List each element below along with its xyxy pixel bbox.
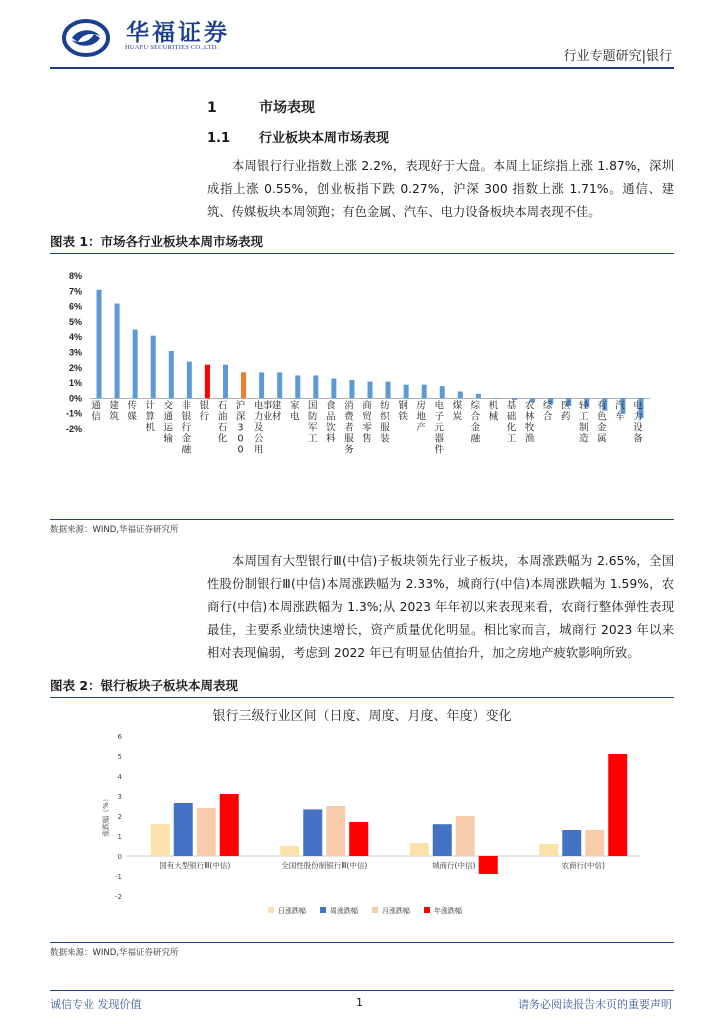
x-label-char: 机 <box>145 422 155 434</box>
x-label-char: 油 <box>217 411 228 423</box>
page-header <box>0 0 724 70</box>
bar-食品饮料 <box>331 379 336 399</box>
bar-周涨跌幅 <box>562 830 581 856</box>
bar-月涨跌幅 <box>456 816 475 856</box>
y-tick-label: 6 <box>117 733 122 741</box>
y-tick-label: -1% <box>65 408 82 419</box>
x-label-char: 机 <box>488 400 499 412</box>
x-label-char: 家 <box>289 400 300 412</box>
x-label-char: 算 <box>145 411 155 423</box>
x-label-char: 媒 <box>127 411 137 423</box>
section-1-title: 市场表现 <box>259 100 315 116</box>
x-label-char: 行 <box>199 411 210 423</box>
x-label-char: 材 <box>271 411 282 423</box>
bar-非银行金融 <box>187 362 192 399</box>
x-label-char: 0 <box>237 433 244 445</box>
x-label-char: 房 <box>416 400 426 412</box>
bar-综合金融 <box>476 394 481 399</box>
x-label-char: 3 <box>237 422 244 434</box>
bar-年涨跌幅 <box>479 856 498 874</box>
y-tick-label: -2 <box>115 893 122 901</box>
x-label-char: 者 <box>344 422 354 434</box>
x-label-char: 造 <box>579 433 589 445</box>
x-label-char: 深 <box>235 411 246 423</box>
bank-subsector-chart <box>50 700 674 938</box>
bar-银行 <box>205 365 210 399</box>
figure-1-source: 数据来源：WIND,华福证券研究所 <box>50 519 674 535</box>
x-label-char: 融 <box>470 433 481 445</box>
legend-swatch <box>268 907 274 913</box>
x-label-char: 药 <box>560 411 571 423</box>
x-label-char: 产 <box>416 422 426 434</box>
bar-交通运输 <box>169 351 174 398</box>
x-label-char: 运 <box>163 422 174 434</box>
bar-月涨跌幅 <box>585 830 604 856</box>
x-label-char: 饮 <box>326 422 336 434</box>
figure-1-title: 图表 1：市场各行业板块本周市场表现 <box>50 232 674 254</box>
x-label-char: 金 <box>470 422 481 434</box>
x-label-char: 军 <box>308 422 318 434</box>
y-tick-label: 3% <box>68 347 82 358</box>
x-label-char: 织 <box>380 411 390 423</box>
bar-煤炭 <box>458 392 463 399</box>
x-label-char: 用 <box>253 444 264 456</box>
figure-2-chart <box>50 700 674 938</box>
x-label-char: 银 <box>181 411 192 423</box>
footer-divider <box>50 990 674 991</box>
x-label-char: 筑 <box>109 411 119 423</box>
section-1-heading <box>207 97 315 117</box>
bar-石油石化 <box>223 365 228 399</box>
x-label-char: 零 <box>362 422 372 434</box>
bar-月涨跌幅 <box>326 806 345 856</box>
x-category-label: 国有大型银行Ⅲ(中信) <box>159 861 231 870</box>
x-label-char: 通 <box>163 411 174 423</box>
x-category-label: 农商行(中信) <box>561 861 605 870</box>
x-label-char: 电 <box>434 400 445 412</box>
x-label-char: 化 <box>506 422 517 434</box>
bar-计算机 <box>151 336 156 399</box>
x-label-char: 器 <box>434 433 445 445</box>
x-category-label: 城商行(中信) <box>432 861 476 870</box>
bar-家电 <box>295 375 300 398</box>
bar-日涨跌幅 <box>280 846 299 856</box>
x-label-char: 车 <box>615 411 625 423</box>
bar-年涨跌幅 <box>220 794 239 856</box>
logo-text-en: HUAFU SECURITIES CO.,LTD. <box>125 44 219 51</box>
x-label-char: 汽 <box>615 400 625 412</box>
x-label-char: 纺 <box>380 400 390 412</box>
x-label-char: 基 <box>506 400 517 412</box>
bar-周涨跌幅 <box>174 803 193 856</box>
x-label-char: 电 <box>253 400 264 412</box>
bar-纺织服装 <box>386 382 391 399</box>
y-tick-label: 7% <box>68 286 82 297</box>
x-category-label: 全国性股份制银行Ⅲ(中信) <box>281 861 368 870</box>
y-tick-label: 3 <box>117 793 122 801</box>
x-label-char: 传 <box>127 400 137 412</box>
bar-电力及公用事业 <box>259 372 264 398</box>
bar-国防军工 <box>313 375 318 398</box>
x-label-char: 建 <box>271 400 282 412</box>
x-label-char: 金 <box>597 422 607 434</box>
report-category: 行业专题研究|银行 <box>563 49 672 64</box>
x-label-char: 料 <box>326 433 336 445</box>
x-label-char: 合 <box>470 411 481 423</box>
bar-商贸零售 <box>368 382 373 399</box>
x-label-char: 融 <box>181 444 192 456</box>
x-label-char: 商 <box>362 400 372 412</box>
legend-swatch <box>424 907 430 913</box>
x-label-char: 防 <box>308 411 318 423</box>
x-label-char: 建 <box>109 400 119 412</box>
bar-日涨跌幅 <box>410 843 429 856</box>
x-label-char: 服 <box>380 422 390 434</box>
x-label-char: 综 <box>470 400 481 412</box>
y-tick-label: 4 <box>117 773 122 781</box>
legend-swatch <box>320 907 326 913</box>
header-divider <box>50 67 674 69</box>
industry-bar-chart <box>50 256 674 514</box>
section-1-1-number: 1.1 <box>207 131 231 146</box>
x-label-char: 服 <box>344 433 354 445</box>
x-label-char: 渔 <box>524 433 535 445</box>
x-label-char: 属 <box>597 433 607 445</box>
x-label-char: 医 <box>560 400 571 412</box>
x-label-char: 有 <box>597 400 607 412</box>
bar-钢铁 <box>404 385 409 399</box>
x-label-char: 石 <box>217 422 228 434</box>
bar-通信 <box>97 290 102 399</box>
x-label-char: 0 <box>237 444 244 456</box>
x-label-char: 件 <box>434 444 445 456</box>
bar-沪深300 <box>241 372 246 398</box>
x-label-char: 售 <box>362 433 372 445</box>
x-label-char: 信 <box>91 411 101 423</box>
x-label-char: 色 <box>597 411 607 423</box>
bar-年涨跌幅 <box>349 822 368 856</box>
x-label-char: 林 <box>524 411 535 423</box>
bar-月涨跌幅 <box>197 808 216 856</box>
bar-电子元器件 <box>440 386 445 398</box>
y-tick-label: 5% <box>68 316 82 327</box>
y-tick-label: 6% <box>68 301 82 312</box>
y-tick-label: 4% <box>68 332 82 343</box>
bar-传媒 <box>133 330 138 399</box>
x-label-char: 国 <box>308 400 318 412</box>
x-label-char: 公 <box>253 433 264 445</box>
y-tick-label: 1 <box>117 833 122 841</box>
paragraph-market-summary: 本周银行行业指数上涨 2.2%，表现好于大盘。本周上证综指上涨 1.87%，深圳成指上涨 0.55%，创业板指下跌 0.27%，沪深 300 指数上涨 1.71%。通信、建筑、传媒板块本周领跑；有色金属、汽车、电力设备板块本周表现不佳。 <box>207 159 674 219</box>
legend-label: 月涨跌幅 <box>382 907 410 915</box>
x-label-char: 煤 <box>452 400 463 412</box>
x-label-char: 合 <box>542 411 553 423</box>
section-1-1-title: 行业板块本周市场表现 <box>259 131 390 146</box>
y-tick-label: 8% <box>68 271 82 281</box>
x-label-char: 化 <box>217 433 228 445</box>
footer-slogan: 诚信专业 发现价值 <box>50 998 142 1011</box>
x-label-char: 电 <box>289 411 300 423</box>
x-label-char: 沪 <box>235 400 246 412</box>
x-label-char: 备 <box>633 433 643 445</box>
x-label-char: 及 <box>253 422 264 434</box>
bar-日涨跌幅 <box>151 824 170 856</box>
footer-disclaimer: 请务必阅读报告末页的重要声明 <box>518 998 672 1011</box>
x-label-char: 械 <box>488 411 499 423</box>
x-label-char: 装 <box>380 433 390 445</box>
x-label-char: 输 <box>163 433 174 445</box>
x-label-char: 铁 <box>398 411 408 423</box>
bar-建筑 <box>115 304 120 399</box>
x-label-char: 行 <box>181 422 192 434</box>
y-tick-label: 2 <box>117 813 122 821</box>
x-label-char: 工 <box>579 411 589 423</box>
x-label-char: 事 <box>262 400 273 412</box>
bar-机械 <box>494 398 499 399</box>
x-label-char: 地 <box>416 411 426 423</box>
x-label-char: 农 <box>524 400 535 412</box>
x-label-char: 子 <box>434 411 445 423</box>
x-label-char: 力 <box>253 411 264 423</box>
x-label-char: 消 <box>344 400 354 412</box>
x-label-char: 石 <box>217 400 228 412</box>
y-tick-label: -2% <box>65 424 82 434</box>
x-label-char: 工 <box>308 433 318 445</box>
x-label-char: 轻 <box>579 400 589 412</box>
x-label-char: 食 <box>326 400 336 412</box>
x-label-char: 计 <box>145 400 155 412</box>
x-label-char: 牧 <box>524 422 535 434</box>
bar-周涨跌幅 <box>303 809 322 856</box>
x-label-char: 业 <box>262 411 273 423</box>
x-label-char: 工 <box>506 433 517 445</box>
paragraph-bank-subsectors: 本周国有大型银行Ⅲ(中信)子板块领先行业子板块，本周涨跌幅为 2.65%，全国性股份制银行Ⅲ(中信)本周涨跌幅为 2.33%，城商行(中信)本周涨跌幅为 1.59%，农商行(中信)本周涨跌幅为 1.3%;从 2023 年年初以来表现来看，农商行整体弹性表现最佳，主要系业绩快速增长，资产质量优化明显。相比家而言，城商行 2023 年以来相对表现偏弱，考虑到 2022 年已有明显估值抬升，加之房地产疲软影响所致。 <box>207 554 674 660</box>
x-label-char: 费 <box>344 411 354 423</box>
page-number: 1 <box>356 996 363 1009</box>
x-label-char: 银 <box>199 400 210 412</box>
section-1-1-heading <box>207 127 389 146</box>
x-label-char: 炭 <box>452 411 463 423</box>
x-label-char: 设 <box>633 422 643 434</box>
bar-日涨跌幅 <box>539 844 558 856</box>
x-label-char: 电 <box>633 400 643 412</box>
x-label-char: 非 <box>181 400 192 412</box>
x-label-char: 力 <box>633 411 643 423</box>
y-tick-label: 2% <box>68 362 82 373</box>
chart-2-title: 银行三级行业区间（日度、周度、月度、年度）变化 <box>212 709 512 724</box>
x-label-char: 品 <box>326 411 336 423</box>
figure-1-chart <box>50 256 674 514</box>
section-1-number: 1 <box>207 100 217 116</box>
legend-label: 日涨跌幅 <box>278 907 306 915</box>
bar-消费者服务 <box>349 380 354 398</box>
x-label-char: 金 <box>181 433 192 445</box>
bar-周涨跌幅 <box>433 824 452 856</box>
y-tick-label: -1 <box>115 873 122 881</box>
y-tick-label: 5 <box>117 753 122 761</box>
legend-label: 周涨跌幅 <box>330 907 358 915</box>
legend-label: 年涨跌幅 <box>434 907 462 915</box>
x-label-char: 础 <box>506 411 517 423</box>
x-label-char: 钢 <box>398 400 408 412</box>
bar-建材 <box>277 372 282 398</box>
legend-swatch <box>372 907 378 913</box>
figure-2-source: 数据来源：WIND,华福证券研究所 <box>50 942 674 958</box>
x-label-char: 通 <box>91 400 101 412</box>
y-axis-label: 涨跌幅（%） <box>102 795 110 837</box>
bar-房地产 <box>422 385 427 399</box>
x-label-char: 交 <box>163 400 174 412</box>
figure-2-title: 图表 2：银行板块子板块本周表现 <box>50 676 674 698</box>
bar-年涨跌幅 <box>608 754 627 856</box>
y-tick-label: 1% <box>68 378 82 389</box>
x-label-char: 务 <box>344 444 354 456</box>
x-label-char: 制 <box>579 422 589 434</box>
logo-text-cn: 华福证券 <box>126 20 230 46</box>
y-tick-label: 0% <box>68 393 82 404</box>
x-label-char: 元 <box>434 422 445 434</box>
x-label-char: 综 <box>542 400 553 412</box>
y-tick-label: 0 <box>117 853 122 861</box>
x-label-char: 贸 <box>362 411 372 423</box>
